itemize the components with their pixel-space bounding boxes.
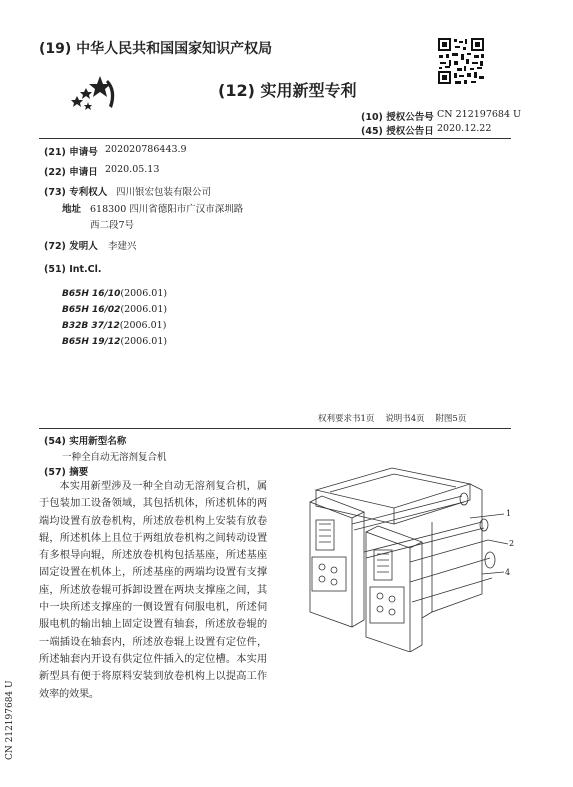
abstract-text: 本实用新型涉及一种全自动无溶剂复合机，属于包装加工设备领域，其包括机体，所述机体的两端均设置有放卷机构，所述放卷机构上安装有放卷辊，所述机体上且位于两组放卷机构之间转动设置有多根导向辊，所述放卷机构包括基座，所述基座固定设置在机体上，所述基座的两端均设置有支撑座，所述放卷辊可拆卸设置在两块支撑座之间，其中一块所述支撑座的一侧设置有伺服电机，所述伺服电机的输出轴上固定设置有轴套，所述放卷辊的一端插设在轴套内，所述放卷辊上设置有定位件，所述轴套内开设有供定位件插入的定位槽。本实用新型具有便于将原料安装到放卷机构上以提高工作效率的效果。 — [39, 481, 267, 700]
address-line-1: 618300 四川省德阳市广汉市深圳路 — [90, 204, 244, 215]
pages-rule — [39, 428, 511, 429]
application-date: 2020.05.13 — [105, 164, 160, 175]
ipc-year: (2006.01) — [120, 288, 168, 299]
qr-code-icon — [437, 37, 485, 85]
ipc-year: (2006.01) — [119, 320, 167, 331]
office-name: (19) 中华人民共和国国家知识产权局 — [39, 41, 273, 57]
publication-number-label: (10) 授权公告号 — [361, 112, 434, 123]
inventor: 李建兴 — [108, 241, 137, 252]
side-publication-number: CN 212197684 U — [5, 680, 15, 760]
ipc-class-row — [62, 329, 167, 348]
publication-date: 2020.12.22 — [437, 123, 492, 134]
publication-date-label: (45) 授权公告日 — [361, 126, 434, 137]
int-cl-label: (51) Int.Cl. — [44, 264, 102, 275]
header-rule — [39, 138, 511, 139]
figure-label: 1 — [506, 509, 512, 518]
pages-info: 权利要求书1页 说明书4页 附图5页 — [318, 414, 467, 424]
application-number-label: (21) 申请号 — [44, 147, 98, 158]
abstract-label: (57) 摘要 — [44, 467, 89, 478]
figure-label: 4 — [505, 568, 511, 577]
application-number: 202020786443.9 — [105, 144, 187, 155]
patentee-label: (73) 专利权人 — [44, 187, 108, 198]
title-label: (54) 实用新型名称 — [44, 436, 127, 447]
ipc-year: (2006.01) — [120, 336, 168, 347]
ipc-year: (2006.01) — [120, 304, 168, 315]
ipc-code: B32B 37/12 — [62, 321, 120, 331]
address-line-2: 西二段7号 — [90, 220, 135, 231]
ipc-code: B65H 16/02 — [62, 305, 121, 315]
application-date-label: (22) 申请日 — [44, 167, 98, 178]
address-label: 地址 — [62, 204, 82, 215]
figure-label: 2 — [509, 539, 515, 548]
ipc-code: B65H 19/12 — [62, 337, 121, 347]
inventor-label: (72) 发明人 — [44, 241, 98, 252]
publication-number: CN 212197684 U — [437, 109, 522, 120]
cnipa-emblem-icon — [64, 72, 126, 114]
utility-model-title: 一种全自动无溶剂复合机 — [62, 452, 167, 463]
patentee: 四川银宏包装有限公司 — [116, 187, 212, 198]
ipc-code: B65H 16/10 — [62, 289, 121, 299]
document-type: (12) 实用新型专利 — [218, 81, 357, 100]
abstract-drawing — [282, 462, 517, 652]
